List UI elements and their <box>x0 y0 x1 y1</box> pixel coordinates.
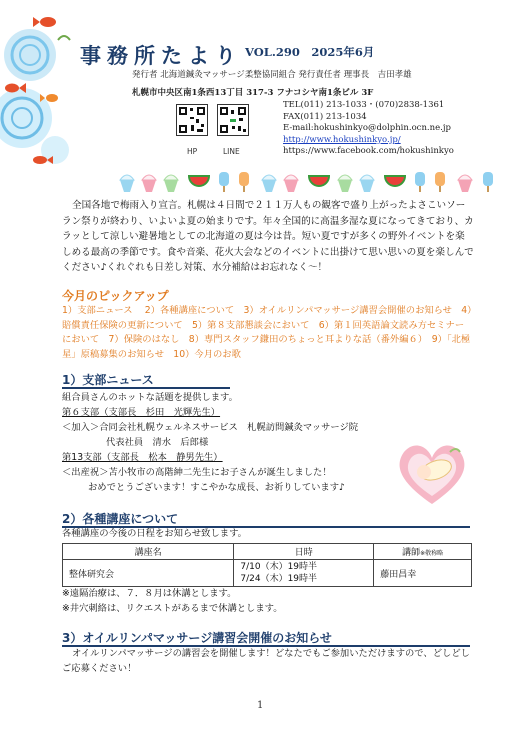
section3-heading: 3）オイルリンパマッサージ講習会開催のお知らせ <box>62 631 332 645</box>
pickup-list: 1）支部ニュース 2）各種講座について 3）オイルリンパマッサージ講習会開催のお知らせ 4）賠償責任保険の更新について 5）第８支部懇談会において 6）第１回英語論文読み方セミナーにおいて 7）保険のはなし 8）専門スタッフ鎌田のちょっと耳よりな話（番外編６） 9）「北極星」原稿募集のお知らせ 10）今月のお歌 <box>62 305 472 360</box>
join-rep-line: 代表社員 清水 后郎様 <box>106 437 209 448</box>
table-header-row <box>63 544 472 560</box>
section1-body <box>62 390 362 495</box>
volume-date: VOL.290 2025年6月 <box>245 45 375 59</box>
tel-line: TEL(011) 213-1033・(070)2838-1361 <box>283 100 445 110</box>
baby-heart-illustration <box>392 438 472 508</box>
newsletter-title: 事務所たより <box>80 43 242 68</box>
qr-code-icon <box>217 104 249 136</box>
popsicle-icon <box>483 172 493 192</box>
shaved-ice-icon <box>120 175 134 192</box>
course-name: 整体研究会 <box>63 560 234 587</box>
birth-congrats-line: おめでとうございます！すこやかな成長、お祈りしています♪ <box>88 482 345 493</box>
qr-hp[interactable] <box>176 104 208 140</box>
website-link[interactable]: http://www.hokushinkyo.jp/ <box>283 134 401 145</box>
popsicle-icon <box>435 172 445 192</box>
section1-lead: 組合員さんのホットな話題を提供します。 <box>62 392 238 403</box>
schedule-table <box>62 543 472 587</box>
section1-underline <box>62 387 230 389</box>
qr-code-icon <box>176 104 208 136</box>
qr-hp-label: HP <box>187 147 198 156</box>
watermelon-icon <box>309 176 329 186</box>
publisher-line: 発行者 北海道鍼灸マッサージ柔整協同組合 発行責任者 理事長 吉田孝雄 <box>132 70 412 80</box>
jingle-note: ※井穴刺絡は、リクエストがあるまで休講とします。 <box>62 603 283 614</box>
section2-notes <box>62 586 283 616</box>
facebook-link[interactable]: https://www.facebook.com/hokushinkyo <box>283 146 454 156</box>
email-line: E-mail:hokushinkyo@dolphin.ocn.ne.jp <box>283 123 451 133</box>
shaved-ice-icon <box>338 175 352 192</box>
popsicle-icon <box>239 172 249 192</box>
col-header-teacher <box>374 544 472 560</box>
contact-block <box>283 100 454 158</box>
office-address: 札幌市中央区南1条西13丁目 317-3 フナコシヤ南1条ビル 3F <box>132 88 374 98</box>
birth-line: ＜出産祝＞苫小牧市の高階紳二先生にお子さんが誕生しました！ <box>62 467 332 478</box>
course-teacher: 藤田昌幸 <box>374 560 472 587</box>
goldfish-water-decoration <box>0 0 72 175</box>
table-row <box>63 560 472 587</box>
intro-paragraph: 全国各地で梅雨入り宣言。札幌は４日間で２１１万人もの観客で盛り上がったよさこいソーラン祭りが終わり、いよいよ夏の始まりです。年々全国的に高温多湿な夏になってきており、カラッとして涼しい避暑地としての北海道の夏は今は昔。短い夏ですが多くの野外イベントを楽しめる最高の季節です。食や音楽、花火大会などのイベントに出掛けて思い思いの夏を楽しんでください♪くれぐれも日差し対策、水分補給はお忘れなく～！ <box>62 200 474 273</box>
branch6-heading: 第６支部（支部長 杉田 光輝先生） <box>62 407 221 418</box>
course-dates <box>234 560 374 587</box>
section2-heading: 2）各種講座について <box>62 512 179 526</box>
summer-icons-row <box>118 170 513 194</box>
course-date: 7/24（木）19時半 <box>240 574 318 584</box>
col-header-datetime: 日時 <box>234 544 374 560</box>
shaved-ice-icon <box>360 175 374 192</box>
shaved-ice-icon <box>458 175 472 192</box>
honorific-note: ※敬称略 <box>420 550 444 557</box>
shaved-ice-icon <box>262 175 276 192</box>
section3-text: オイルリンパマッサージの講習会を開催します！どなたでもご参加いただけますので、どしどしご応募ください！ <box>62 648 470 674</box>
remote-note: ※遠隔治療は、７．８月は休講とします。 <box>62 588 237 599</box>
pickup-heading: 今月のピックアップ <box>62 289 169 303</box>
page-number: 1 <box>257 700 264 711</box>
shaved-ice-icon <box>164 175 178 192</box>
shaved-ice-icon <box>284 175 298 192</box>
section2-lead: 各種講座の今後の日程をお知らせ致します。 <box>62 528 247 539</box>
watermelon-icon <box>189 176 209 186</box>
qr-line[interactable] <box>217 104 249 140</box>
teacher-header-label: 講師 <box>402 548 421 558</box>
shaved-ice-icon <box>142 175 156 192</box>
branch13-heading: 第13支部（支部長 松本 静男先生） <box>62 452 223 463</box>
watermelon-icon <box>385 176 405 186</box>
popsicle-icon <box>415 172 425 192</box>
join-line: ＜加入＞合同会社札幌ウェルネスサービス 札幌訪問鍼灸マッサージ院 <box>62 422 359 433</box>
course-date: 7/10（木）19時半 <box>240 562 318 572</box>
qr-line-label: LINE <box>223 147 240 156</box>
popsicle-icon <box>219 172 229 192</box>
fax-line: FAX(011) 213-1034 <box>283 111 367 122</box>
section1-heading: 1）支部ニュース <box>62 373 154 387</box>
col-header-course: 講座名 <box>63 544 234 560</box>
